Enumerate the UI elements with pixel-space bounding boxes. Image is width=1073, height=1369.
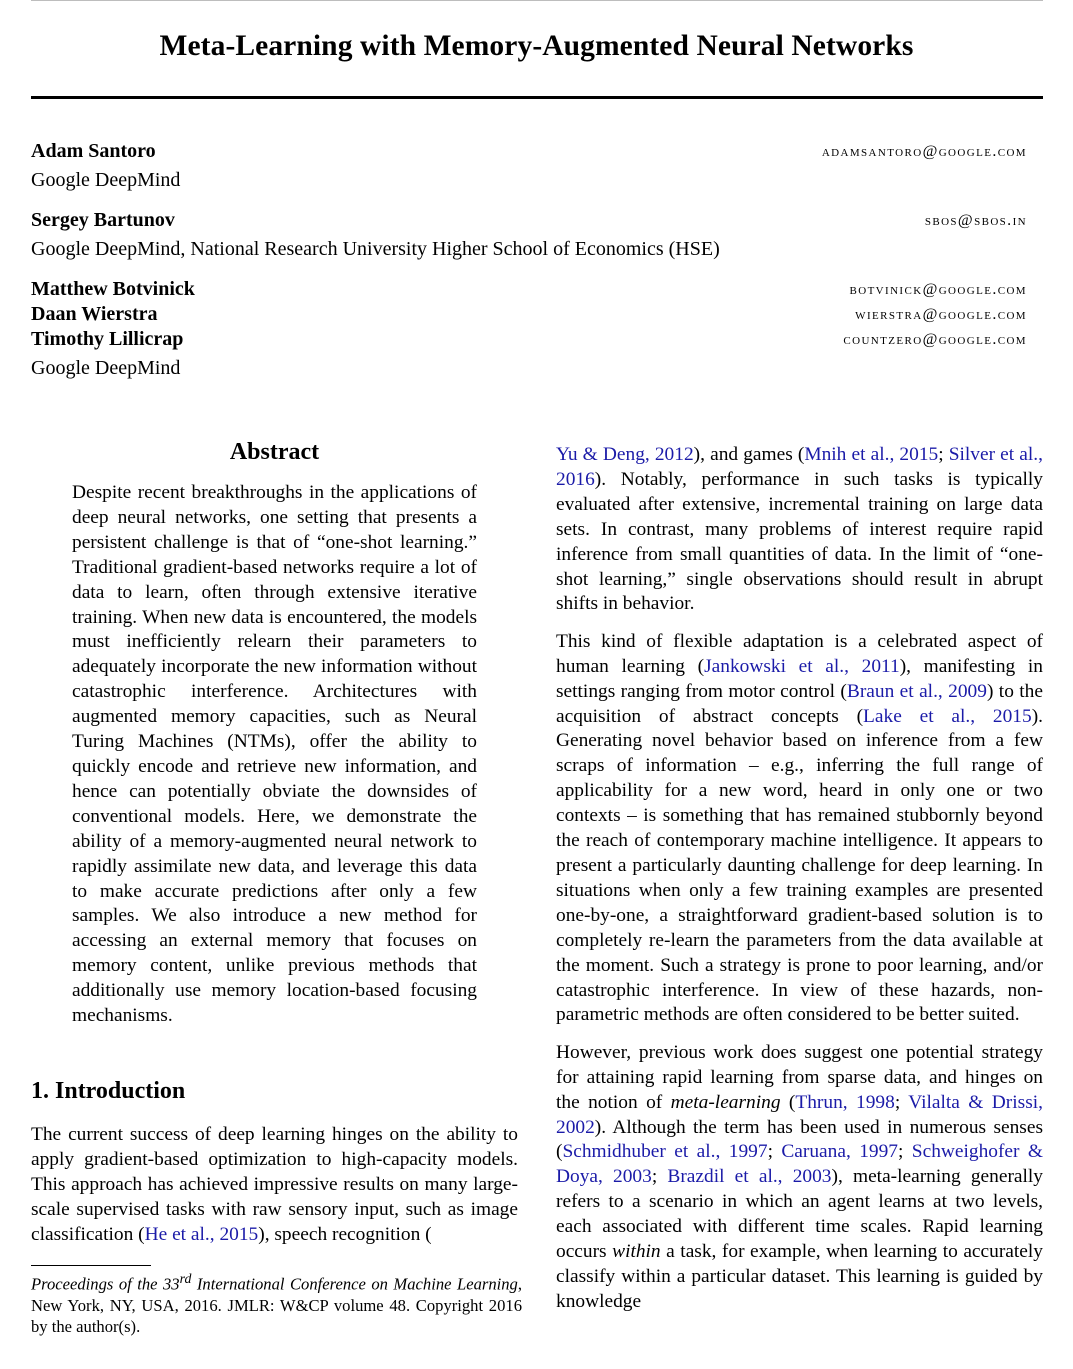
footnote	[31, 1268, 522, 1337]
citation-link[interactable]: Jankowski et al., 2011	[704, 655, 900, 677]
paper-title: Meta-Learning with Memory-Augmented Neural Networks	[159, 30, 914, 62]
text-run: ), and games (	[693, 444, 805, 465]
author-name: Sergey Bartunov	[31, 209, 175, 231]
author-block-1	[31, 140, 1027, 195]
intro-paragraph-2	[556, 630, 1043, 1029]
footnote-venue: Proceedings of the 33	[31, 1274, 180, 1294]
text-run: ), meta-learning generally refers to a scenario in which an agent learns at two levels, each associated with different time scales. Rapid learning occurs	[556, 1166, 1043, 1263]
author-block-3	[31, 278, 1027, 383]
text-run: This kind of flexible adaptation is a celebrated aspect of human learning (	[556, 630, 1043, 677]
text-run: However, previous work does suggest one potential strategy for attaining rapid learning from sparse data, and hinges on the notion of	[556, 1041, 1043, 1113]
author-name: Adam Santoro	[31, 140, 156, 162]
text-run: ). Although the term has been used in numerous senses (	[556, 1116, 1043, 1163]
author-block-2	[31, 209, 1027, 264]
citation-link[interactable]: Brazdil et al., 2003	[667, 1166, 832, 1188]
abstract-heading: Abstract	[229, 439, 320, 465]
text-run: ). Notably, performance in such tasks is typically evaluated after extensive, incremental training on large data sets. In contrast, many problems of interest require rapid inference from small quantities of data. In the limit of “one-shot learning,” single observations should result in abrupt shifts in behavior.	[556, 468, 1043, 615]
author-email[interactable]: botvinick@google.com	[849, 281, 1027, 298]
citation-link[interactable]: Thrun, 1998	[795, 1091, 895, 1113]
citation-link[interactable]: Yu & Deng, 2012	[556, 444, 694, 465]
emphasis: within	[612, 1241, 661, 1263]
section-title: Introduction	[55, 1078, 186, 1104]
author-email[interactable]: sbos@sbos.in	[924, 212, 1027, 229]
section-heading	[31, 1078, 191, 1105]
footnote-superscript: rd	[179, 1271, 192, 1286]
text-run: ;	[651, 1166, 668, 1188]
text-run: ;	[767, 1141, 782, 1163]
author-affiliation: Google DeepMind	[31, 357, 181, 379]
citation-link[interactable]: Braun et al., 2009	[846, 680, 987, 702]
title-rule	[31, 96, 1043, 99]
right-column	[556, 443, 1043, 1327]
footnote-rule	[31, 1265, 151, 1266]
text-run: a task, for example, when learning to accurately classify within a particular dataset. This learning is guided by knowledge	[556, 1241, 1043, 1312]
text-run: ) to the acquisition of abstract concepts (	[556, 680, 1043, 727]
section-number: 1.	[31, 1078, 49, 1104]
author-name: Timothy Lillicrap	[31, 328, 184, 350]
text-run: (	[780, 1091, 796, 1113]
citation-link[interactable]: Silver et al., 2016	[556, 444, 1043, 490]
intro-paragraph-3	[556, 1041, 1043, 1315]
emphasis: meta-learning	[670, 1091, 781, 1113]
text-run: ), manifesting in settings ranging from motor control (	[556, 655, 1043, 702]
citation-link[interactable]: Schmidhuber et al., 1997	[562, 1141, 768, 1163]
intro-paragraph-1-continued	[556, 443, 1043, 617]
text-run: ;	[938, 444, 949, 465]
citation-link[interactable]: Mnih et al., 2015	[804, 444, 939, 465]
author-affiliation: Google DeepMind, National Research University Higher School of Economics (HSE)	[31, 238, 720, 260]
top-rule	[31, 0, 1043, 1]
text-run: The current success of deep learning hinges on the ability to apply gradient-based optimization to high-capacity models. This approach has achieved impressive results on many large-scale supervised tasks with raw sensory input, such as image classification (	[31, 1124, 518, 1245]
footnote-venue-rest: International Conference on Machine Learning	[191, 1274, 518, 1294]
citation-link[interactable]: Lake et al., 2015	[863, 705, 1032, 727]
abstract-text: Despite recent breakthroughs in the applications of deep neural networks, one setting that presents a persistent challenge is that of “one-shot learning.” Traditional gradient-based networks require a lot of data to learn, often through extensive iterative training. When new data is encountered, the models must inefficiently relearn their parameters to adequately incorporate the new information without catastrophic interference. Architectures with augmented memory capacities, such as Neural Turing Machines (NTMs), offer the ability to quickly encode and retrieve new information, and hence can potentially obviate the downsides of conventional models. Here, we demonstrate the ability of a memory-augmented neural network to rapidly assimilate new data, and leverage this data to make accurate predictions after only a few samples. We also introduce a new method for accessing an external memory that focuses on memory content, unlike previous methods that additionally use memory location-based focusing mechanisms.	[72, 482, 477, 1027]
text-run: ;	[898, 1141, 912, 1163]
author-name: Daan Wierstra	[31, 303, 158, 325]
citation-link[interactable]: Vilalta & Drissi, 2002	[556, 1091, 1043, 1138]
author-email[interactable]: adamsantoro@google.com	[821, 143, 1027, 160]
author-affiliation: Google DeepMind	[31, 169, 181, 191]
footnote-rest: , New York, NY, USA, 2016. JMLR: W&CP volume 48. Copyright 2016 by the author(s).	[31, 1274, 522, 1336]
citation-link[interactable]: Caruana, 1997	[781, 1141, 898, 1163]
citation-link[interactable]: He et al., 2015	[144, 1223, 259, 1245]
intro-paragraph-1-start	[31, 1123, 518, 1248]
author-email[interactable]: wierstra@google.com	[855, 306, 1027, 323]
text-run: ). Generating novel behavior based on inference from a few scraps of information – e.g., inferring the full range of applicability for a new word, heard in only one or two contexts – is something that has remained stubbornly beyond the reach of contemporary machine intelligence. It appears to present a particularly daunting challenge for deep learning. In situations when only a few training examples are presented one-by-one, a straightforward gradient-based solution is to completely re-learn the parameters from the data available at the moment. Such a strategy is prone to poor learning, and/or catastrophic interference. In view of these hazards, non-parametric methods are often considered to be better suited.	[556, 705, 1043, 1026]
citation-link[interactable]: Schweighofer & Doya, 2003	[556, 1141, 1043, 1188]
text-run: ), speech recognition (	[258, 1223, 432, 1245]
author-email[interactable]: countzero@google.com	[843, 331, 1027, 348]
text-run: ;	[894, 1091, 909, 1113]
author-name: Matthew Botvinick	[31, 278, 195, 300]
